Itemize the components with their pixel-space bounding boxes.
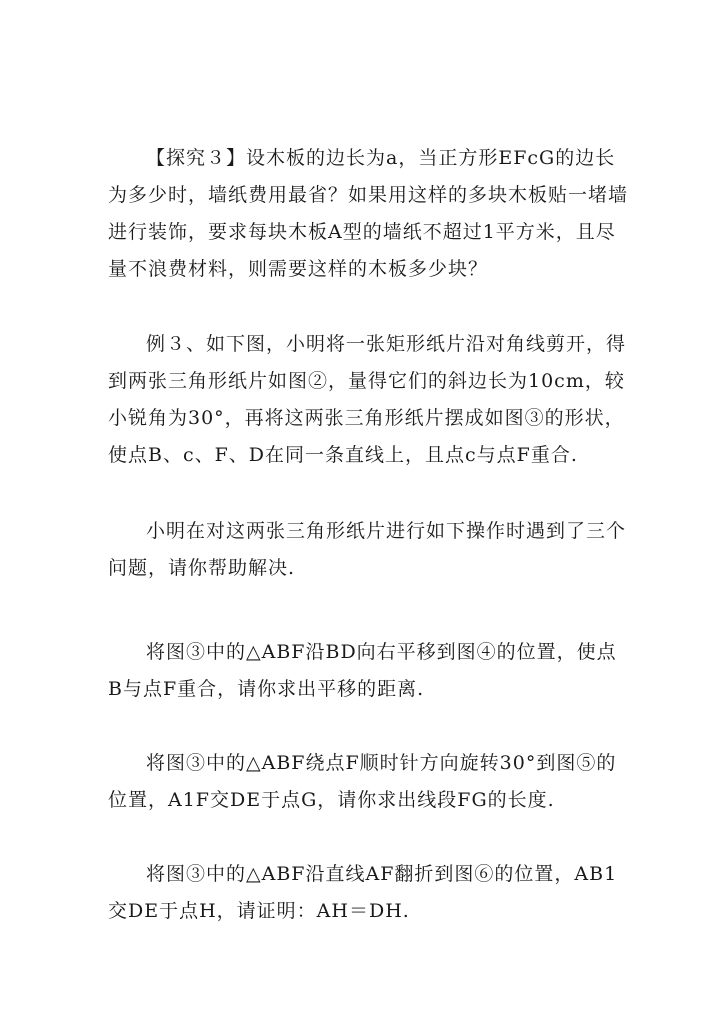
paragraph-example-3: 例３、如下图，小明将一张矩形纸片沿对角线剪开，得到两张三角形纸片如图②，量得它们的斜边长为10cm，较小锐角为30°，再将这两张三角形纸片摆成如图③的形状，使点B、c、F、D在同一条直线上，且点c与点F重合.: [108, 333, 627, 466]
paragraph-explore-3: 【探究３】设木板的边长为a，当正方形EFcG的边长为多少时，墙纸费用最省？如果用这样的多块木板贴一堵墙进行装饰，要求每块木板A型的墙纸不超过1平方米，且尽量不浪费材料，则需要这样的木板多少块？: [108, 147, 629, 280]
paragraph-problem-fold: 将图③中的△ABF沿直线AF翻折到图⑥的位置，AB1交DE于点H，请证明：AH＝DH.: [108, 863, 618, 922]
paragraph-problem-translate: 将图③中的△ABF沿BD向右平移到图④的位置，使点B与点F重合，请你求出平移的距离.: [108, 641, 617, 700]
paragraph-problem-rotate: 将图③中的△ABF绕点F顺时针方向旋转30°到图⑤的位置，A1F交DE于点G，请你求出线段FG的长度.: [108, 752, 617, 811]
paragraph-intro-problems: 小明在对这两张三角形纸片进行如下操作时遇到了三个问题，请你帮助解决.: [108, 520, 627, 579]
